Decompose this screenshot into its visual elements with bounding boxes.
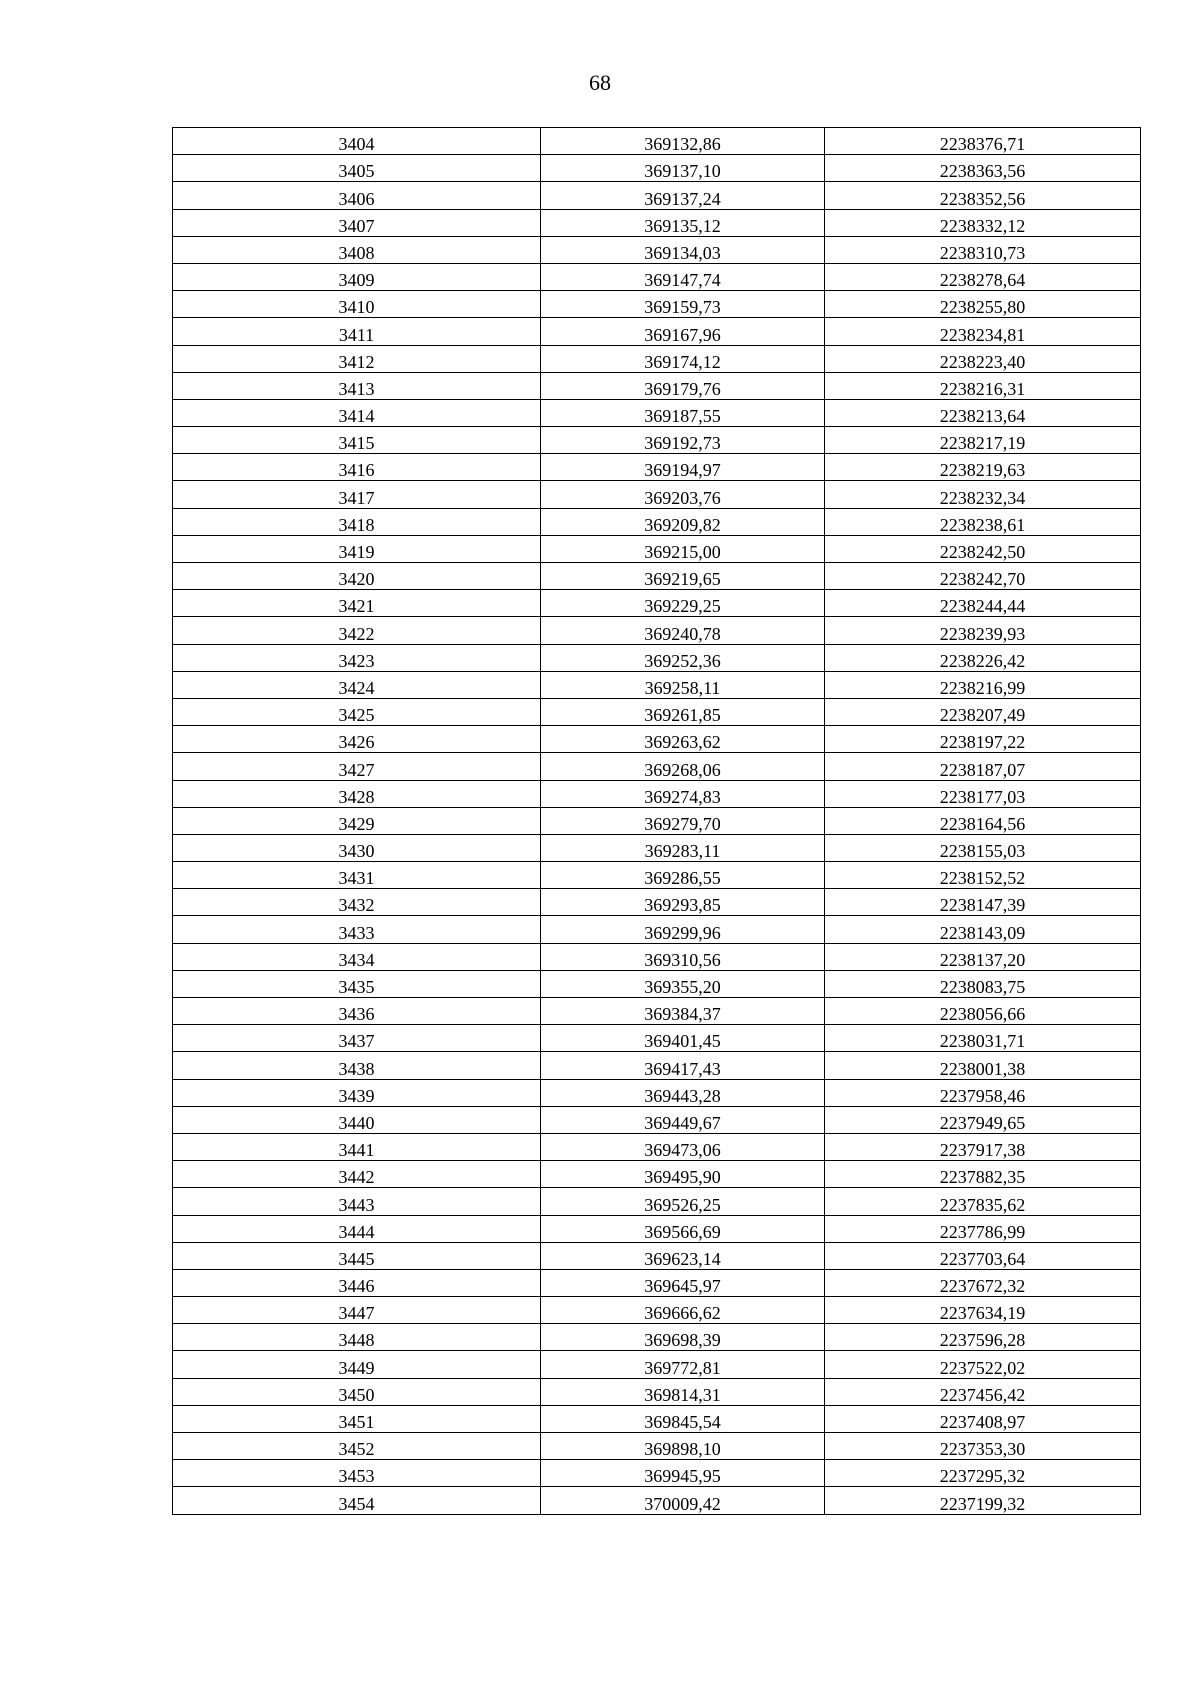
x-coordinate-cell: 369261,85 bbox=[541, 698, 825, 725]
table-row bbox=[173, 1025, 1141, 1052]
point-number-cell: 3416 bbox=[173, 454, 541, 481]
point-number-cell: 3413 bbox=[173, 372, 541, 399]
y-coordinate-cell: 2238232,34 bbox=[825, 481, 1141, 508]
point-number-cell: 3426 bbox=[173, 726, 541, 753]
x-coordinate-cell: 369772,81 bbox=[541, 1351, 825, 1378]
x-coordinate-cell: 369384,37 bbox=[541, 998, 825, 1025]
y-coordinate-cell: 2238242,50 bbox=[825, 535, 1141, 562]
y-coordinate-cell: 2237408,97 bbox=[825, 1405, 1141, 1432]
table-row bbox=[173, 427, 1141, 454]
x-coordinate-cell: 369268,06 bbox=[541, 753, 825, 780]
point-number-cell: 3435 bbox=[173, 970, 541, 997]
point-number-cell: 3438 bbox=[173, 1052, 541, 1079]
y-coordinate-cell: 2237786,99 bbox=[825, 1215, 1141, 1242]
point-number-cell: 3437 bbox=[173, 1025, 541, 1052]
y-coordinate-cell: 2237958,46 bbox=[825, 1079, 1141, 1106]
point-number-cell: 3420 bbox=[173, 563, 541, 590]
y-coordinate-cell: 2238332,12 bbox=[825, 209, 1141, 236]
x-coordinate-cell: 369137,24 bbox=[541, 182, 825, 209]
x-coordinate-cell: 369274,83 bbox=[541, 780, 825, 807]
x-coordinate-cell: 369215,00 bbox=[541, 535, 825, 562]
table-row bbox=[173, 155, 1141, 182]
point-number-cell: 3454 bbox=[173, 1487, 541, 1514]
y-coordinate-cell: 2238242,70 bbox=[825, 563, 1141, 590]
point-number-cell: 3428 bbox=[173, 780, 541, 807]
x-coordinate-cell: 369443,28 bbox=[541, 1079, 825, 1106]
table-row bbox=[173, 834, 1141, 861]
table-row bbox=[173, 128, 1141, 155]
x-coordinate-cell: 369132,86 bbox=[541, 128, 825, 155]
x-coordinate-cell: 369355,20 bbox=[541, 970, 825, 997]
table-row bbox=[173, 454, 1141, 481]
table-row bbox=[173, 1433, 1141, 1460]
y-coordinate-cell: 2238143,09 bbox=[825, 916, 1141, 943]
y-coordinate-cell: 2238352,56 bbox=[825, 182, 1141, 209]
y-coordinate-cell: 2238238,61 bbox=[825, 508, 1141, 535]
y-coordinate-cell: 2237882,35 bbox=[825, 1161, 1141, 1188]
x-coordinate-cell: 369283,11 bbox=[541, 834, 825, 861]
point-number-cell: 3423 bbox=[173, 644, 541, 671]
coordinates-table-body bbox=[173, 128, 1141, 1515]
table-row bbox=[173, 209, 1141, 236]
x-coordinate-cell: 369299,96 bbox=[541, 916, 825, 943]
table-row bbox=[173, 1378, 1141, 1405]
point-number-cell: 3422 bbox=[173, 617, 541, 644]
table-row bbox=[173, 481, 1141, 508]
y-coordinate-cell: 2238363,56 bbox=[825, 155, 1141, 182]
table-row bbox=[173, 1405, 1141, 1432]
x-coordinate-cell: 369814,31 bbox=[541, 1378, 825, 1405]
y-coordinate-cell: 2238152,52 bbox=[825, 862, 1141, 889]
point-number-cell: 3445 bbox=[173, 1242, 541, 1269]
x-coordinate-cell: 369252,36 bbox=[541, 644, 825, 671]
point-number-cell: 3405 bbox=[173, 155, 541, 182]
table-row bbox=[173, 1297, 1141, 1324]
point-number-cell: 3431 bbox=[173, 862, 541, 889]
y-coordinate-cell: 2238177,03 bbox=[825, 780, 1141, 807]
x-coordinate-cell: 369135,12 bbox=[541, 209, 825, 236]
table-row bbox=[173, 291, 1141, 318]
y-coordinate-cell: 2238234,81 bbox=[825, 318, 1141, 345]
y-coordinate-cell: 2237835,62 bbox=[825, 1188, 1141, 1215]
table-row bbox=[173, 345, 1141, 372]
point-number-cell: 3439 bbox=[173, 1079, 541, 1106]
y-coordinate-cell: 2238155,03 bbox=[825, 834, 1141, 861]
point-number-cell: 3421 bbox=[173, 590, 541, 617]
coordinates-table bbox=[172, 127, 1141, 1515]
y-coordinate-cell: 2238137,20 bbox=[825, 943, 1141, 970]
table-row bbox=[173, 1079, 1141, 1106]
table-row bbox=[173, 1215, 1141, 1242]
point-number-cell: 3440 bbox=[173, 1106, 541, 1133]
table-row bbox=[173, 998, 1141, 1025]
table-row bbox=[173, 671, 1141, 698]
y-coordinate-cell: 2238226,42 bbox=[825, 644, 1141, 671]
point-number-cell: 3404 bbox=[173, 128, 541, 155]
y-coordinate-cell: 2238244,44 bbox=[825, 590, 1141, 617]
table-row bbox=[173, 1487, 1141, 1514]
x-coordinate-cell: 369258,11 bbox=[541, 671, 825, 698]
y-coordinate-cell: 2238083,75 bbox=[825, 970, 1141, 997]
table-row bbox=[173, 753, 1141, 780]
table-row bbox=[173, 563, 1141, 590]
point-number-cell: 3429 bbox=[173, 807, 541, 834]
x-coordinate-cell: 369187,55 bbox=[541, 399, 825, 426]
point-number-cell: 3450 bbox=[173, 1378, 541, 1405]
x-coordinate-cell: 369203,76 bbox=[541, 481, 825, 508]
table-row bbox=[173, 1161, 1141, 1188]
y-coordinate-cell: 2238147,39 bbox=[825, 889, 1141, 916]
x-coordinate-cell: 369401,45 bbox=[541, 1025, 825, 1052]
y-coordinate-cell: 2238197,22 bbox=[825, 726, 1141, 753]
y-coordinate-cell: 2238164,56 bbox=[825, 807, 1141, 834]
table-row bbox=[173, 1242, 1141, 1269]
y-coordinate-cell: 2238219,63 bbox=[825, 454, 1141, 481]
y-coordinate-cell: 2238213,64 bbox=[825, 399, 1141, 426]
x-coordinate-cell: 369566,69 bbox=[541, 1215, 825, 1242]
point-number-cell: 3451 bbox=[173, 1405, 541, 1432]
x-coordinate-cell: 370009,42 bbox=[541, 1487, 825, 1514]
y-coordinate-cell: 2237295,32 bbox=[825, 1460, 1141, 1487]
y-coordinate-cell: 2238056,66 bbox=[825, 998, 1141, 1025]
table-row bbox=[173, 1269, 1141, 1296]
table-row bbox=[173, 970, 1141, 997]
table-row bbox=[173, 590, 1141, 617]
y-coordinate-cell: 2238255,80 bbox=[825, 291, 1141, 318]
x-coordinate-cell: 369192,73 bbox=[541, 427, 825, 454]
x-coordinate-cell: 369286,55 bbox=[541, 862, 825, 889]
y-coordinate-cell: 2238031,71 bbox=[825, 1025, 1141, 1052]
x-coordinate-cell: 369698,39 bbox=[541, 1324, 825, 1351]
point-number-cell: 3408 bbox=[173, 236, 541, 263]
x-coordinate-cell: 369167,96 bbox=[541, 318, 825, 345]
x-coordinate-cell: 369473,06 bbox=[541, 1133, 825, 1160]
table-row bbox=[173, 644, 1141, 671]
table-row bbox=[173, 508, 1141, 535]
table-row bbox=[173, 399, 1141, 426]
y-coordinate-cell: 2238216,31 bbox=[825, 372, 1141, 399]
table-row bbox=[173, 943, 1141, 970]
point-number-cell: 3412 bbox=[173, 345, 541, 372]
point-number-cell: 3407 bbox=[173, 209, 541, 236]
point-number-cell: 3446 bbox=[173, 1269, 541, 1296]
table-row bbox=[173, 617, 1141, 644]
x-coordinate-cell: 369263,62 bbox=[541, 726, 825, 753]
y-coordinate-cell: 2237703,64 bbox=[825, 1242, 1141, 1269]
x-coordinate-cell: 369229,25 bbox=[541, 590, 825, 617]
page-number: 68 bbox=[589, 70, 611, 95]
x-coordinate-cell: 369495,90 bbox=[541, 1161, 825, 1188]
table-row bbox=[173, 182, 1141, 209]
y-coordinate-cell: 2238376,71 bbox=[825, 128, 1141, 155]
point-number-cell: 3444 bbox=[173, 1215, 541, 1242]
y-coordinate-cell: 2237596,28 bbox=[825, 1324, 1141, 1351]
point-number-cell: 3441 bbox=[173, 1133, 541, 1160]
x-coordinate-cell: 369449,67 bbox=[541, 1106, 825, 1133]
y-coordinate-cell: 2238187,07 bbox=[825, 753, 1141, 780]
x-coordinate-cell: 369219,65 bbox=[541, 563, 825, 590]
x-coordinate-cell: 369240,78 bbox=[541, 617, 825, 644]
y-coordinate-cell: 2238001,38 bbox=[825, 1052, 1141, 1079]
table-row bbox=[173, 1133, 1141, 1160]
table-row bbox=[173, 1324, 1141, 1351]
y-coordinate-cell: 2238223,40 bbox=[825, 345, 1141, 372]
point-number-cell: 3442 bbox=[173, 1161, 541, 1188]
point-number-cell: 3430 bbox=[173, 834, 541, 861]
point-number-cell: 3425 bbox=[173, 698, 541, 725]
y-coordinate-cell: 2238239,93 bbox=[825, 617, 1141, 644]
x-coordinate-cell: 369623,14 bbox=[541, 1242, 825, 1269]
x-coordinate-cell: 369194,97 bbox=[541, 454, 825, 481]
y-coordinate-cell: 2237456,42 bbox=[825, 1378, 1141, 1405]
y-coordinate-cell: 2237917,38 bbox=[825, 1133, 1141, 1160]
x-coordinate-cell: 369666,62 bbox=[541, 1297, 825, 1324]
table-row bbox=[173, 1106, 1141, 1133]
point-number-cell: 3424 bbox=[173, 671, 541, 698]
point-number-cell: 3414 bbox=[173, 399, 541, 426]
point-number-cell: 3453 bbox=[173, 1460, 541, 1487]
table-row bbox=[173, 263, 1141, 290]
point-number-cell: 3447 bbox=[173, 1297, 541, 1324]
x-coordinate-cell: 369209,82 bbox=[541, 508, 825, 535]
x-coordinate-cell: 369898,10 bbox=[541, 1433, 825, 1460]
table-row bbox=[173, 726, 1141, 753]
point-number-cell: 3452 bbox=[173, 1433, 541, 1460]
y-coordinate-cell: 2238216,99 bbox=[825, 671, 1141, 698]
table-row bbox=[173, 889, 1141, 916]
x-coordinate-cell: 369279,70 bbox=[541, 807, 825, 834]
x-coordinate-cell: 369526,25 bbox=[541, 1188, 825, 1215]
point-number-cell: 3415 bbox=[173, 427, 541, 454]
y-coordinate-cell: 2238207,49 bbox=[825, 698, 1141, 725]
table-row bbox=[173, 916, 1141, 943]
y-coordinate-cell: 2237672,32 bbox=[825, 1269, 1141, 1296]
point-number-cell: 3418 bbox=[173, 508, 541, 535]
point-number-cell: 3434 bbox=[173, 943, 541, 970]
x-coordinate-cell: 369945,95 bbox=[541, 1460, 825, 1487]
x-coordinate-cell: 369417,43 bbox=[541, 1052, 825, 1079]
point-number-cell: 3433 bbox=[173, 916, 541, 943]
x-coordinate-cell: 369134,03 bbox=[541, 236, 825, 263]
point-number-cell: 3406 bbox=[173, 182, 541, 209]
x-coordinate-cell: 369174,12 bbox=[541, 345, 825, 372]
point-number-cell: 3417 bbox=[173, 481, 541, 508]
table-row bbox=[173, 862, 1141, 889]
table-row bbox=[173, 698, 1141, 725]
y-coordinate-cell: 2237522,02 bbox=[825, 1351, 1141, 1378]
y-coordinate-cell: 2237634,19 bbox=[825, 1297, 1141, 1324]
x-coordinate-cell: 369310,56 bbox=[541, 943, 825, 970]
y-coordinate-cell: 2237199,32 bbox=[825, 1487, 1141, 1514]
point-number-cell: 3443 bbox=[173, 1188, 541, 1215]
y-coordinate-cell: 2238278,64 bbox=[825, 263, 1141, 290]
table-row bbox=[173, 1460, 1141, 1487]
point-number-cell: 3436 bbox=[173, 998, 541, 1025]
y-coordinate-cell: 2238217,19 bbox=[825, 427, 1141, 454]
point-number-cell: 3449 bbox=[173, 1351, 541, 1378]
table-row bbox=[173, 1188, 1141, 1215]
x-coordinate-cell: 369645,97 bbox=[541, 1269, 825, 1296]
table-row bbox=[173, 807, 1141, 834]
table-row bbox=[173, 535, 1141, 562]
table-row bbox=[173, 780, 1141, 807]
x-coordinate-cell: 369159,73 bbox=[541, 291, 825, 318]
y-coordinate-cell: 2238310,73 bbox=[825, 236, 1141, 263]
point-number-cell: 3409 bbox=[173, 263, 541, 290]
x-coordinate-cell: 369179,76 bbox=[541, 372, 825, 399]
x-coordinate-cell: 369293,85 bbox=[541, 889, 825, 916]
table-row bbox=[173, 372, 1141, 399]
point-number-cell: 3432 bbox=[173, 889, 541, 916]
x-coordinate-cell: 369845,54 bbox=[541, 1405, 825, 1432]
x-coordinate-cell: 369137,10 bbox=[541, 155, 825, 182]
y-coordinate-cell: 2237353,30 bbox=[825, 1433, 1141, 1460]
x-coordinate-cell: 369147,74 bbox=[541, 263, 825, 290]
point-number-cell: 3448 bbox=[173, 1324, 541, 1351]
point-number-cell: 3427 bbox=[173, 753, 541, 780]
table-row bbox=[173, 1351, 1141, 1378]
point-number-cell: 3411 bbox=[173, 318, 541, 345]
table-row bbox=[173, 318, 1141, 345]
point-number-cell: 3419 bbox=[173, 535, 541, 562]
table-row bbox=[173, 1052, 1141, 1079]
point-number-cell: 3410 bbox=[173, 291, 541, 318]
y-coordinate-cell: 2237949,65 bbox=[825, 1106, 1141, 1133]
table-row bbox=[173, 236, 1141, 263]
